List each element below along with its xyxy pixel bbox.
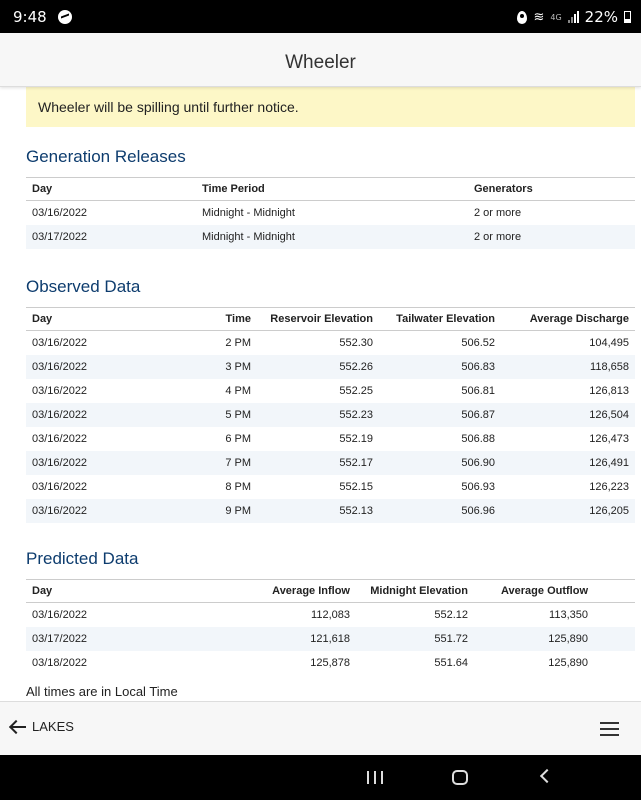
table-cell: 6 PM [225, 432, 251, 445]
table-cell: 03/16/2022 [26, 499, 176, 523]
column-spacer [594, 580, 635, 603]
network-type: 4G [550, 12, 562, 22]
table-row [26, 627, 635, 651]
table-row [26, 355, 635, 379]
table-cell: 3 PM [176, 355, 257, 379]
observed-data-table [26, 307, 635, 523]
table-row [26, 651, 635, 675]
column-header: Average Discharge [501, 308, 635, 331]
table-cell: 7 PM [176, 451, 257, 475]
main-content[interactable] [0, 87, 641, 701]
table-cell: 4 PM [225, 384, 251, 397]
system-nav-bar [0, 755, 641, 800]
table-cell: 112,083 [311, 608, 350, 621]
table-row [26, 427, 635, 451]
signal-icon [568, 11, 579, 23]
predicted-data-title: Predicted Data [26, 549, 139, 568]
table-cell: 552.25 [339, 384, 373, 397]
table-cell: 506.52 [461, 336, 495, 349]
table-row [26, 603, 635, 627]
recent-apps-button[interactable] [367, 771, 383, 784]
table-cell-spacer [594, 603, 635, 627]
table-cell: 03/16/2022 [32, 384, 88, 397]
app-header [0, 33, 641, 87]
table-cell: 125,890 [474, 627, 594, 651]
battery-icon [624, 11, 631, 23]
table-cell: 03/16/2022 [26, 403, 176, 427]
table-cell: 03/16/2022 [32, 608, 88, 621]
table-cell: 104,495 [589, 336, 629, 349]
column-header: Generators [468, 178, 635, 201]
table-cell: 125,878 [310, 656, 350, 669]
column-header: Average Outflow [474, 580, 594, 603]
table-cell: 03/17/2022 [26, 225, 196, 249]
page-title: Wheeler [285, 52, 356, 73]
status-icons [517, 8, 631, 26]
column-header: Day [26, 178, 196, 201]
column-header: Day [26, 308, 176, 331]
table-cell: 126,491 [501, 451, 635, 475]
back-button[interactable] [540, 769, 554, 783]
messenger-icon [58, 10, 72, 24]
column-header: Average Inflow [186, 580, 356, 603]
table-cell: 5 PM [176, 403, 257, 427]
table-cell: 113,350 [549, 608, 588, 621]
lakes-back-button[interactable] [10, 719, 74, 734]
home-button[interactable] [452, 770, 468, 785]
table-cell: 2 PM [225, 336, 251, 349]
table-row [26, 379, 635, 403]
column-header: Time Period [196, 178, 468, 201]
table-row [26, 331, 635, 355]
status-bar [0, 0, 641, 33]
table-row [26, 201, 635, 225]
table-cell: 552.12 [434, 608, 468, 621]
column-header: Reservoir Elevation [257, 308, 379, 331]
table-cell: 551.72 [356, 627, 474, 651]
predicted-data-table [26, 579, 635, 675]
table-cell: 551.64 [434, 656, 468, 669]
arrow-left-icon [10, 720, 26, 734]
table-cell: Midnight - Midnight [202, 206, 295, 219]
hamburger-menu-icon[interactable] [600, 722, 619, 736]
table-row [26, 451, 635, 475]
table-cell: 125,890 [548, 656, 588, 669]
table-row [26, 403, 635, 427]
table-cell: 2 or more [474, 206, 522, 219]
table-cell: 03/18/2022 [32, 656, 88, 669]
table-cell: 126,223 [589, 480, 629, 493]
table-cell-spacer [594, 651, 635, 675]
generation-releases-table [26, 177, 635, 249]
battery-percent: 22% [584, 8, 618, 26]
wifi-icon: ≋ [533, 9, 545, 25]
table-row [26, 225, 635, 249]
footer-note: All times are in Local Time [26, 684, 178, 699]
table-cell: 126,473 [589, 432, 629, 445]
table-cell: 552.17 [257, 451, 379, 475]
table-cell: 552.15 [339, 480, 373, 493]
table-cell-spacer [594, 627, 635, 651]
observed-data-title: Observed Data [26, 277, 141, 296]
table-cell: 506.87 [379, 403, 501, 427]
table-cell: 03/16/2022 [32, 432, 88, 445]
table-cell: 552.26 [257, 355, 379, 379]
table-cell: 126,504 [501, 403, 635, 427]
table-cell: 126,205 [501, 499, 635, 523]
generation-releases-title: Generation Releases [26, 147, 186, 166]
table-cell: 03/16/2022 [32, 206, 88, 219]
lakes-back-label: LAKES [32, 719, 74, 734]
table-cell: 121,618 [186, 627, 356, 651]
table-row [26, 475, 635, 499]
table-cell: 2 or more [468, 225, 635, 249]
table-cell: 506.90 [379, 451, 501, 475]
table-row [26, 499, 635, 523]
table-cell: 552.23 [257, 403, 379, 427]
table-cell: 03/16/2022 [26, 451, 176, 475]
column-header: Day [26, 580, 186, 603]
table-cell: 552.30 [339, 336, 373, 349]
table-cell: 506.93 [461, 480, 495, 493]
table-cell: 03/16/2022 [32, 336, 88, 349]
table-cell: 8 PM [225, 480, 251, 493]
clock: 9:48 [13, 8, 47, 26]
table-cell: 552.19 [339, 432, 373, 445]
column-header: Time [176, 308, 257, 331]
table-cell: Midnight - Midnight [196, 225, 468, 249]
table-cell: 506.88 [461, 432, 495, 445]
table-cell: 118,658 [501, 355, 635, 379]
notice-banner: Wheeler will be spilling until further notice. [26, 87, 635, 127]
table-cell: 03/16/2022 [32, 480, 88, 493]
table-cell: 03/17/2022 [26, 627, 186, 651]
table-cell: 506.96 [379, 499, 501, 523]
bottom-bar [0, 701, 641, 755]
column-header: Tailwater Elevation [379, 308, 501, 331]
table-cell: 126,813 [589, 384, 629, 397]
table-cell: 506.81 [461, 384, 495, 397]
table-cell: 552.13 [257, 499, 379, 523]
column-header: Midnight Elevation [356, 580, 474, 603]
table-cell: 506.83 [379, 355, 501, 379]
table-cell: 9 PM [176, 499, 257, 523]
table-cell: 03/16/2022 [26, 355, 176, 379]
location-icon [517, 11, 527, 24]
